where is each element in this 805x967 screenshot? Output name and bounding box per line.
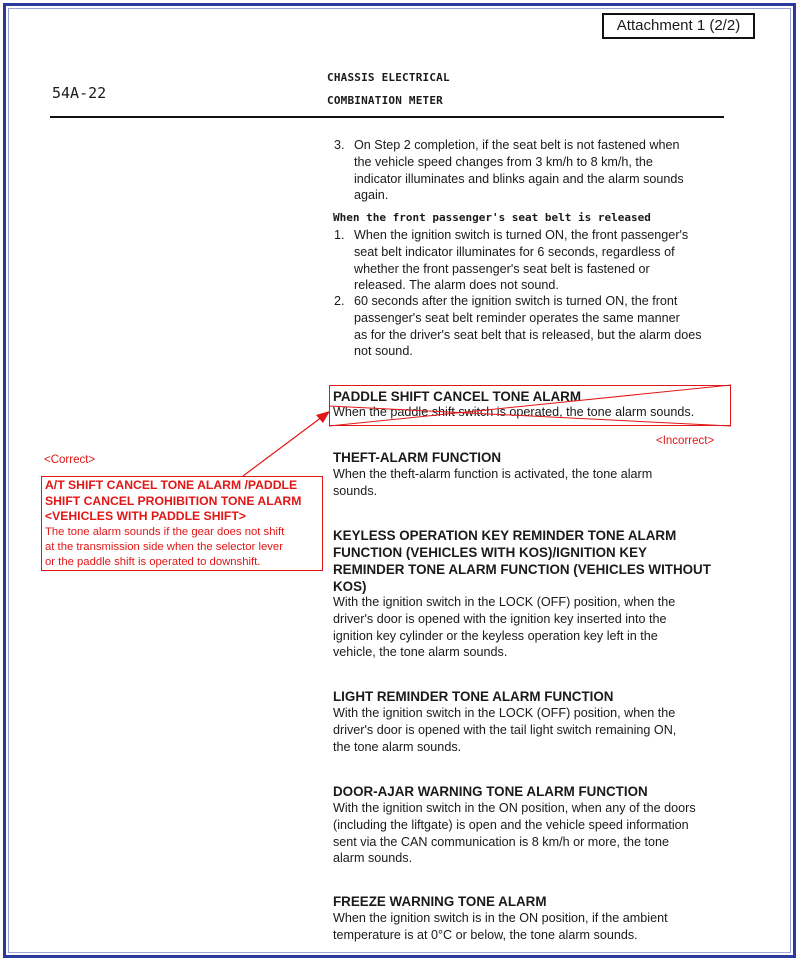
text-line: temperature is at 0°C or below, the tone alarm sounds. <box>333 927 638 942</box>
text-line: whether the front passenger's seat belt is fastened or <box>354 261 650 276</box>
door-ajar-title: DOOR-AJAR WARNING TONE ALARM FUNCTION <box>333 784 648 799</box>
text-line: not sound. <box>354 344 413 359</box>
text-line: With the ignition switch in the ON position, when any of the doors <box>333 801 696 815</box>
text-line: indicator illuminates and blinks again and the alarm sounds <box>354 171 684 186</box>
step-3-number: 3. <box>334 138 345 152</box>
text-line: With the ignition switch in the LOCK (OFF) position, when the <box>333 595 676 609</box>
text-line: driver's door is opened with the ignition key inserted into the <box>333 611 667 626</box>
text-line: SHIFT CANCEL PROHIBITION TONE ALARM <box>45 493 302 508</box>
incorrect-label: <Incorrect> <box>656 435 715 447</box>
item-number: 1. <box>334 228 345 242</box>
arrow-head <box>316 411 330 423</box>
text-line: (including the liftgate) is open and the vehicle speed information <box>333 817 689 832</box>
correct-label: <Correct> <box>44 454 96 466</box>
text-line: <VEHICLES WITH PADDLE SHIFT> <box>45 509 246 523</box>
text-line: released. The alarm does not sound. <box>354 278 559 293</box>
text-line: KOS) <box>333 579 367 594</box>
text-line: REMINDER TONE ALARM FUNCTION (VEHICLES WITHOUT <box>333 562 711 577</box>
text-line: as for the driver's seat belt that is released, but the alarm does <box>354 327 702 342</box>
text-line: again. <box>354 188 389 203</box>
text-line: The tone alarm sounds if the gear does not shift <box>45 526 285 538</box>
text-line: the vehicle speed changes from 3 km/h to 8 km/h, the <box>354 154 653 169</box>
text-line: sounds. <box>333 483 378 498</box>
text-line: When the ignition switch is turned ON, the front passenger's <box>354 228 689 242</box>
attachment-label: Attachment 1 (2/2) <box>602 13 755 39</box>
text-line: the tone alarm sounds. <box>333 739 462 754</box>
subsection-title: COMBINATION METER <box>327 94 443 107</box>
light-reminder-title: LIGHT REMINDER TONE ALARM FUNCTION <box>333 689 614 704</box>
arrow-line <box>243 414 326 476</box>
text-line: alarm sounds. <box>333 851 413 866</box>
text-line: When the ignition switch is in the ON position, if the ambient <box>333 911 668 925</box>
text-line: seat belt indicator illuminates for 6 seconds, regardless of <box>354 244 675 259</box>
text-line: With the ignition switch in the LOCK (OFF) position, when the <box>333 706 676 720</box>
passenger-heading: When the front passenger's seat belt is released <box>333 211 651 224</box>
freeze-warning-title: FREEZE WARNING TONE ALARM <box>333 894 547 909</box>
text-line: 60 seconds after the ignition switch is turned ON, the front <box>354 294 678 308</box>
section-title: CHASSIS ELECTRICAL <box>327 71 450 84</box>
text-line: or the paddle shift is operated to downshift. <box>45 555 261 568</box>
text-line: KEYLESS OPERATION KEY REMINDER TONE ALARM <box>333 528 677 543</box>
text-line: driver's door is opened with the tail light switch remaining ON, <box>333 722 677 737</box>
text-line: at the transmission side when the selector lever <box>45 540 283 553</box>
paddle-shift-text: When the paddle shift switch is operated, the tone alarm sounds. <box>333 405 695 419</box>
paddle-shift-title: PADDLE SHIFT CANCEL TONE ALARM <box>333 389 581 404</box>
theft-alarm-title: THEFT-ALARM FUNCTION <box>333 450 502 465</box>
item-number: 2. <box>334 294 345 308</box>
cross-out-line <box>329 406 731 426</box>
text-line: passenger's seat belt reminder operates the same manner <box>354 310 680 325</box>
text-line: vehicle, the tone alarm sounds. <box>333 645 508 660</box>
text-line: A/T SHIFT CANCEL TONE ALARM /PADDLE <box>45 478 298 492</box>
text-line: ignition key cylinder or the keyless operation key left in the <box>333 628 658 643</box>
cross-out-line <box>329 385 731 426</box>
text-line: When the theft-alarm function is activated, the tone alarm <box>333 467 653 481</box>
text-line: sent via the CAN communication is 8 km/h or more, the tone <box>333 834 669 849</box>
text-line: FUNCTION (VEHICLES WITH KOS)/IGNITION KEY <box>333 545 647 560</box>
page-number: 54A-22 <box>52 84 107 102</box>
text-line: On Step 2 completion, if the seat belt is not fastened when <box>354 138 680 152</box>
